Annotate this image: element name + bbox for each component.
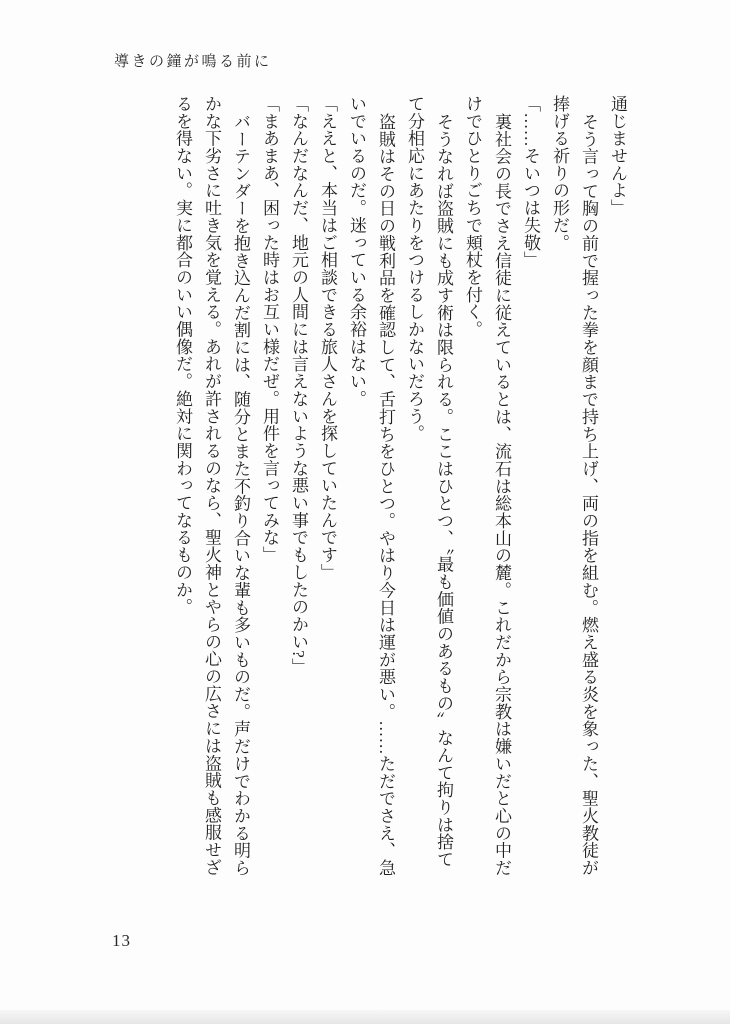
text-line: バーテンダーを抱き込んだ割には、随分とまた不釣り合いな輩も多いものだ。声だけでわかる明ら <box>231 112 250 876</box>
text-line: 裏社会の長でさえ信徒に従えているとは、流石は総本山の麓。これだから宗教は嫌いだと心の中だ <box>492 112 511 876</box>
page-number: 13 <box>112 931 131 950</box>
text-line: 「ええと、本当はご相談できる旅人さんを探していたんです」 <box>318 95 337 581</box>
page-bottom-edge <box>0 1010 730 1024</box>
text-line: いでいるのだ。迷っている余裕はない。 <box>347 95 366 408</box>
text-line: 捧げる祈りの形だ。 <box>550 95 569 252</box>
text-line: けでひとりごちで頬杖を付く。 <box>463 95 482 338</box>
text-line: 「……そいつは失敬」 <box>521 95 540 269</box>
text-line: そう言って胸の前で握った拳を顔まで持ち上げ、両の指を組む。燃え盛る炎を象った、聖火教徒が <box>579 112 598 876</box>
text-line: るを得ない。実に都合のいい偶像だ。絶対に関わってなるものか。 <box>173 95 192 616</box>
text-line: そうなれば盗賊にも成す術は限られる。ここはひとつ、〝最も価値のあるもの〟なんて拘りは捨て <box>434 112 453 868</box>
running-header-chapter-title: 導きの鐘が鳴る前に <box>114 54 272 70</box>
text-line: 「まあまあ、困った時はお互い様だぜ。用件を言ってみな」 <box>260 95 279 564</box>
text-line: て分相応にあたりをつけるしかないだろう。 <box>405 95 424 442</box>
text-line: 盗賊はその日の戦利品を確認して、舌打ちをひとつ。やはり今日は運が悪い。……ただでさえ、急 <box>376 112 395 876</box>
text-line: 通じませんよ」 <box>608 95 627 217</box>
text-line: 「なんだなんだ、地元の人間には言えないような悪い事でもしたのかい?」 <box>289 95 308 676</box>
text-line: かな下劣さに吐き気を覚える。あれが許されるのなら、聖火神とやらの心の広さには盗賊も感服せざ <box>202 95 221 876</box>
text-block <box>168 95 632 877</box>
